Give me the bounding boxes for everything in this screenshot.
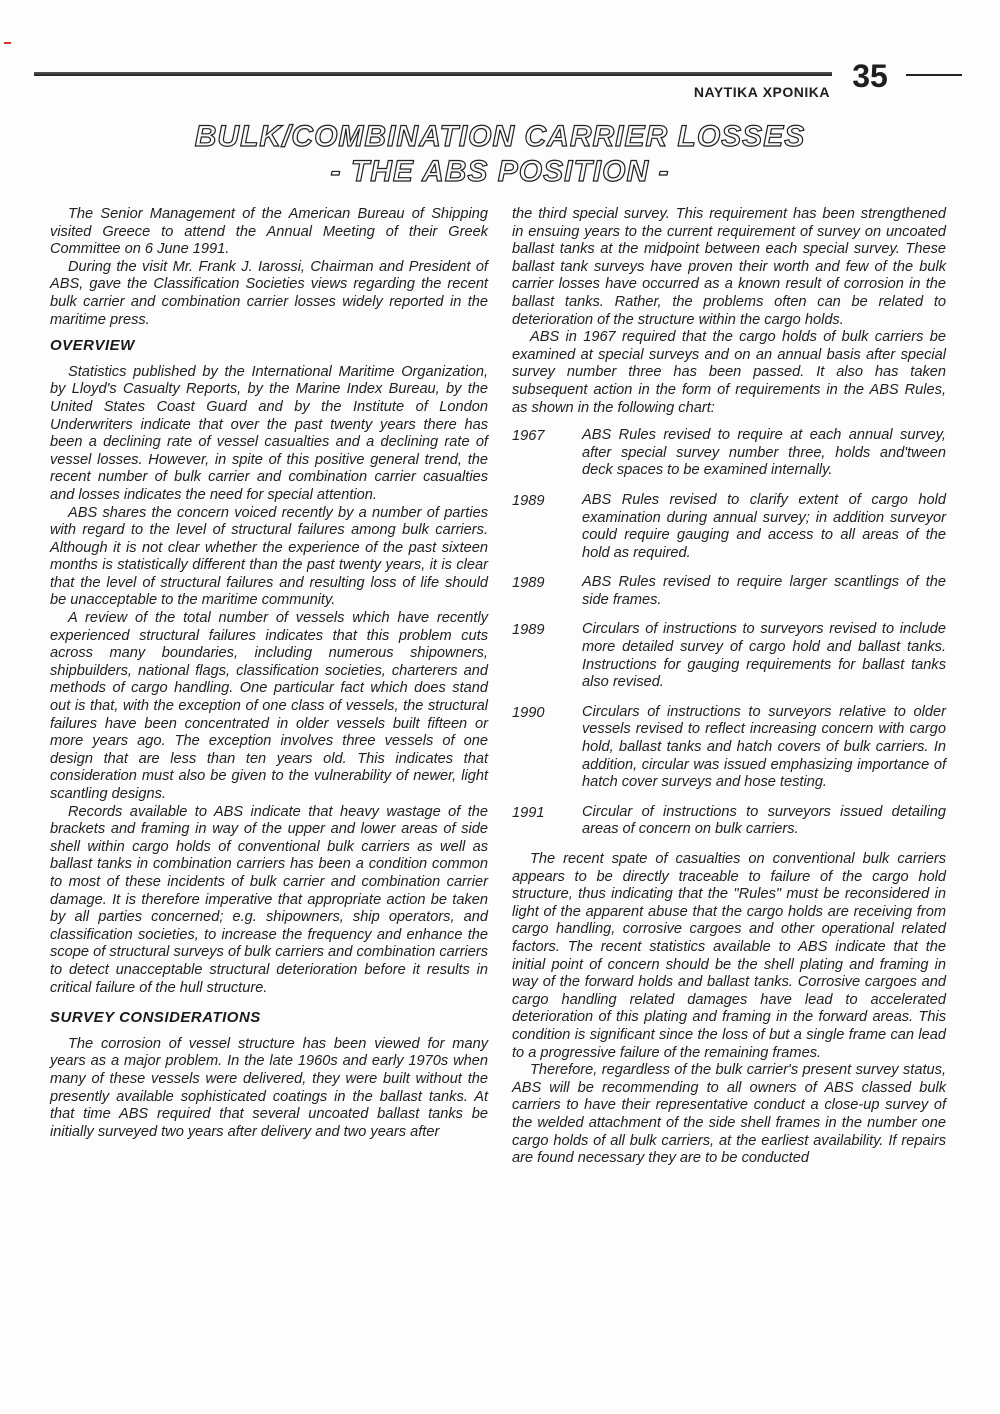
article-subtitle: - THE ABS POSITION - (330, 155, 670, 188)
overview-paragraph: Records available to ABS indicate that heavy wastage of the brackets and framing in way of the upper and lower areas of side shell within cargo holds of conventional bulk carriers as well as ballast tanks in combination carriers has been a condition common to most of these incidents of bulk carrier and combination carrier damage. It is therefore imperative that appropriate action be taken by all parties concerned; e.g. shipowners, ship operators, and classification societies, to increase the frequency and enhance the scope of structural surveys of bulk carriers and combination carriers to detect unacceptable structural deterioration before it results in critical failure of the hull structure. (50, 803, 488, 996)
page-number: 35 (852, 58, 888, 94)
intro-paragraph: During the visit Mr. Frank J. Iarossi, Chairman and President of ABS, gave the Classification Societies views regarding the recent bulk carrier and combination carrier losses widely reported in the maritime press. (50, 258, 488, 328)
overview-paragraph: ABS shares the concern voiced recently by a number of parties with regard to the level of structural failures among bulk carriers. Although it is not clear whether the experience of the past sixteen months is statistically different than the past twenty years, it is clear that the level of structural failures and resulting loss of life should be unacceptable to the maritime community. (50, 504, 488, 609)
chart-text: Circulars of instructions to surveyors relative to older vessels revised to reflect increasing concern with cargo hold, ballast tanks and hatch covers of bulk carriers. In addition, circular was issued emphasizing importance of hatch cover surveys and hose testing. (582, 703, 946, 791)
overview-paragraph: A review of the total number of vessels which have recently experienced structural failures indicates that this problem cuts across many boundaries, including numerous shipowners, shipbuilders, national flags, classification societies, charterers and methods of cargo handling. One particular fact which does stand out is that, with the exception of one class of vessels, the structural failures have been concentrated in older vessels built fifteen or more years ago. The exception involves three vessels of one design that are less than ten years old. This indicates that consideration must also be given to the vulnerability of newer, light scantling designs. (50, 610, 488, 802)
article-title: BULK/COMBINATION CARRIER LOSSES (194, 120, 806, 153)
chart-row (512, 574, 946, 609)
chart-text: ABS Rules revised to require larger scantlings of the side frames. (582, 574, 946, 608)
chart-year: 1989 (512, 575, 545, 592)
chart-text: Circular of instructions to surveyors issued detailing areas of concern on bulk carriers. (582, 803, 946, 838)
conclusion-paragraph: Therefore, regardless of the bulk carrier's present survey status, ABS will be recommending to all owners of ABS classed bulk carriers to have their representative conduct a close-up survey of the welded attachment of the side shell frames in the number one cargo holds of all bulk carriers, at the earliest availability. If repairs are found necessary they are to be conducted (512, 1062, 946, 1167)
overview-paragraph: Statistics published by the International Maritime Organization, by Lloyd's Casualty Reports, by the Marine Index Bureau, by the United States Coast Guard and by the Institute of London Underwriters indicate that over the past twenty years there has been a declining rate of vessel casualties and a declining rate of vessel losses. However, in spite of this positive general trend, the recent number of bulk carrier and combination carrier casualties and losses indicates the need for special attention. (50, 363, 488, 503)
chart-text: Circulars of instructions to surveyors revised to include more detailed survey of cargo hold and ballast tanks. Instructions for gauging requirements for ballast tanks also revised. (582, 621, 946, 691)
right-column (512, 206, 946, 1168)
intro-paragraph: The Senior Management of the American Bureau of Shipping visited Greece to attend the Annual Meeting of their Greek Committee on 6 June 1991. (50, 206, 488, 258)
chart-row (512, 704, 946, 792)
chart-year: 1967 (512, 428, 545, 445)
left-column (50, 206, 488, 1141)
header-rule (34, 72, 832, 76)
chart-row (512, 492, 946, 562)
magazine-name: ΝΑΥΤΙΚΑ ΧΡΟΝΙΚΑ (693, 84, 830, 100)
continued-paragraph: ABS in 1967 required that the cargo holds of bulk carriers be examined at special surveys and on an annual basis after special survey number three has been passed. It also has taken subsequent action in the form of requirements in the ABS Rules, as shown in the following chart: (512, 329, 946, 416)
chart-text: ABS Rules revised to require at each annual survey, after special survey number three, holds and'tween deck spaces to be examined internally. (582, 427, 946, 479)
continued-paragraph: the third special survey. This requirement has been strengthened in ensuing years to the current requirement of survey on uncoated ballast tanks at the midpoint between each special survey. These ballast tank surveys have proven their worth and few of the bulk carrier losses have occurred as a known result of corrosion in the ballast tanks. Rather, the problems often can be related to deterioration of the structure within the cargo holds. (512, 206, 946, 328)
margin-mark (4, 42, 11, 44)
requirements-chart (512, 427, 946, 839)
section-heading-overview: OVERVIEW (50, 337, 135, 355)
chart-row (512, 804, 946, 839)
conclusion-paragraph: The recent spate of casualties on conventional bulk carriers appears to be directly traceable to failure of the cargo hold structure, thus indicating that the "Rules" must be reconsidered in light of the apparent abuse that the cargo holds are receiving from cargo handling, corrosive cargoes and other operational related factors. The recent statistics available to ABS indicate that the initial point of concern should be the shell plating and framing in way of the forward holds and ballast tanks. Corrosive cargoes and cargo handling related damages have lead to accelerated deterioration of this plating and framing in the forward areas. This condition is significant since the loss of but a single frame can lead to a progressive failure of the remaining frames. (512, 851, 946, 1061)
chart-year: 1989 (512, 622, 545, 639)
chart-year: 1990 (512, 704, 545, 721)
section-heading-survey: SURVEY CONSIDERATIONS (50, 1009, 261, 1027)
chart-row (512, 427, 946, 480)
chart-year: 1991 (512, 804, 545, 821)
chart-row (512, 621, 946, 691)
header-rule-right (906, 74, 962, 76)
chart-text: ABS Rules revised to clarify extent of cargo hold examination during annual survey; in addition surveyor could require gauging and access to all areas of the hold as required. (582, 491, 946, 561)
chart-year: 1989 (512, 492, 545, 509)
survey-paragraph: The corrosion of vessel structure has been viewed for many years as a major problem. In the late 1960s and early 1970s when many of these vessels were delivered, they were built without the presently available sophisticated coatings in the ballast tanks. At that time ABS required that several uncoated ballast tanks be initially surveyed two years after delivery and two years after (50, 1035, 488, 1140)
